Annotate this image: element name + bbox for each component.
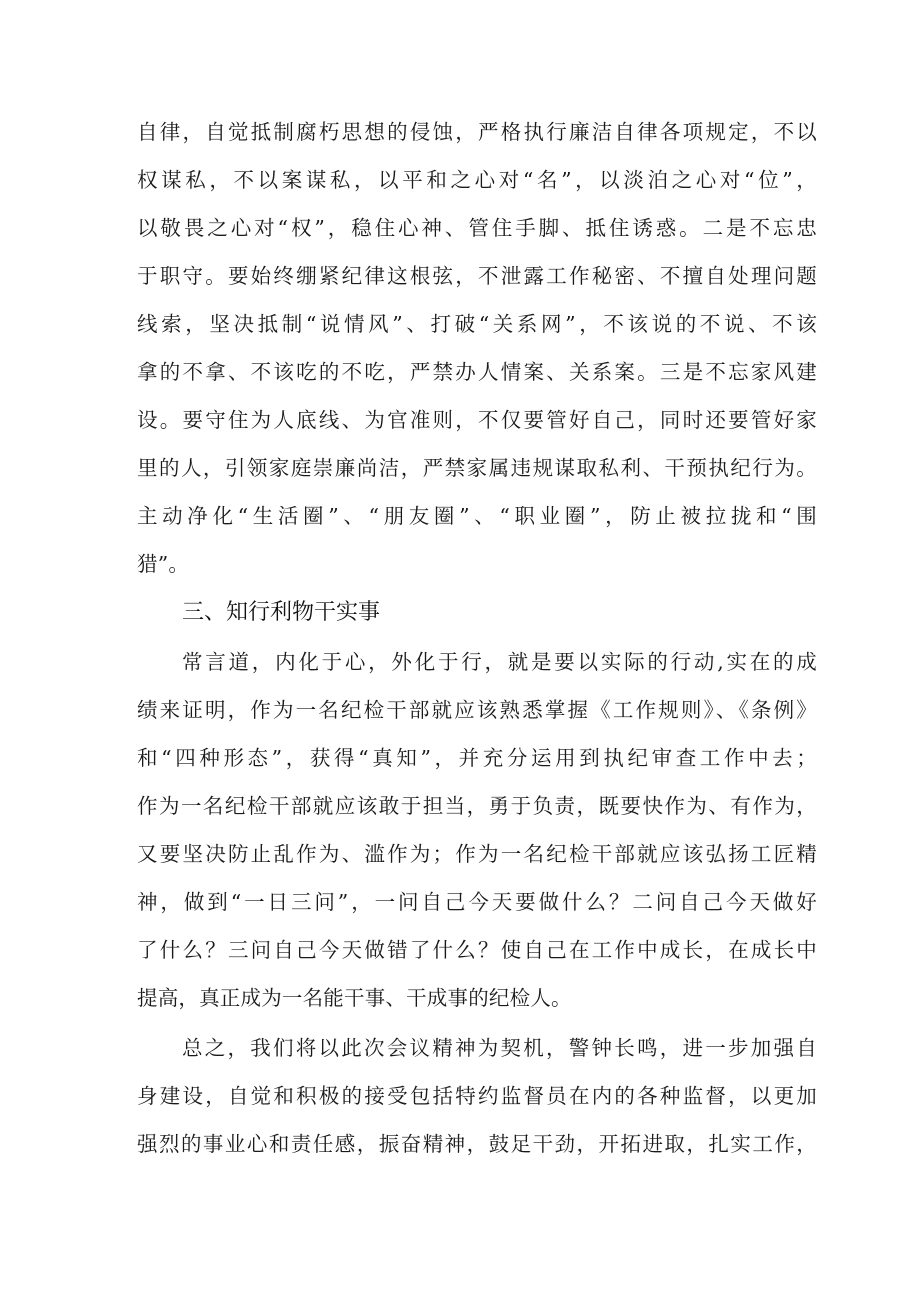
text-line: 神，做到“一日三问”，一问自己今天要做什么？二问自己今天做好	[137, 890, 817, 914]
text-line: 线索，坚决抵制“说情风”、打破“关系网”，不该说的不说、不该	[137, 312, 817, 336]
section-heading: 三、知行利物干实事	[182, 600, 381, 625]
text-line: 强烈的事业心和责任感，振奋精神，鼓足干劲，开拓进取，扎实工作，	[137, 1132, 817, 1156]
text-line: 绩来证明，作为一名纪检干部就应该熟悉掌握《工作规则》、《条例》	[137, 698, 817, 722]
text-line: 拿的不拿、不该吃的不吃，严禁办人情案、关系案。三是不忘家风建	[137, 360, 817, 384]
text-line: 设。要守住为人底线、为官准则，不仅要管好自己，同时还要管好家	[137, 408, 817, 432]
text-line: 猎”。	[137, 552, 190, 576]
text-line: 提高，真正成为一名能干事、干成事的纪检人。	[137, 986, 572, 1010]
text-line: 主动净化“生活圈”、“朋友圈”、“职业圈”，防止被拉拢和“围	[137, 504, 817, 528]
paragraph-first-line: 常言道，内化于心，外化于行，就是要以实际的行动,实在的成	[182, 650, 817, 674]
text-line: 和“四种形态”，获得“真知”，并充分运用到执纪审查工作中去；	[137, 746, 817, 770]
text-line: 里的人，引领家庭崇廉尚洁，严禁家属违规谋取私利、干预执纪行为。	[137, 456, 817, 480]
text-line: 又要坚决防止乱作为、滥作为；作为一名纪检干部就应该弘扬工匠精	[137, 842, 817, 866]
text-line: 自律，自觉抵制腐朽思想的侵蚀，严格执行廉洁自律各项规定，不以	[137, 120, 817, 144]
text-line: 权谋私，不以案谋私，以平和之心对“名”，以淡泊之心对“位”，	[137, 168, 817, 192]
paragraph-first-line: 总之，我们将以此次会议精神为契机，警钟长鸣，进一步加强自	[182, 1036, 817, 1060]
text-line: 作为一名纪检干部就应该敢于担当，勇于负责，既要快作为、有作为，	[137, 794, 817, 818]
text-line: 了什么？三问自己今天做错了什么？使自己在工作中成长，在成长中	[137, 938, 817, 962]
text-line: 以敬畏之心对“权”，稳住心神、管住手脚、抵住诱惑。二是不忘忠	[137, 216, 817, 240]
text-line: 身建设，自觉和积极的接受包括特约监督员在内的各种监督，以更加	[137, 1084, 817, 1108]
text-line: 于职守。要始终绷紧纪律这根弦，不泄露工作秘密、不擅自处理问题	[137, 264, 817, 288]
